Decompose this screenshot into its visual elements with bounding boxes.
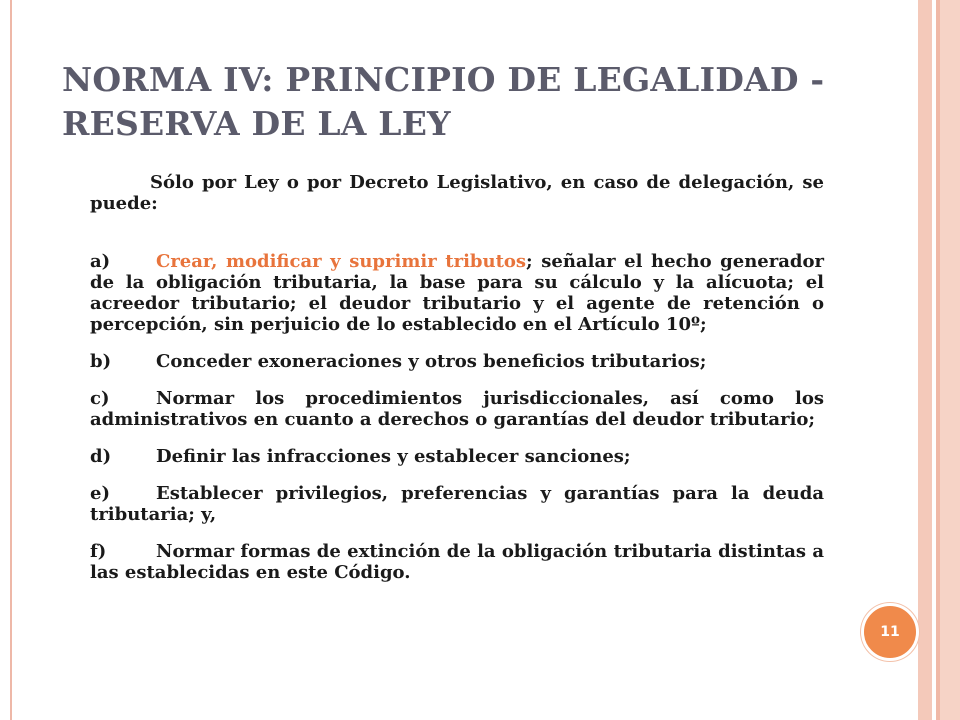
item-label: b) bbox=[90, 351, 112, 372]
item-text: Normar formas de extinción de la obligación tributaria distintas a las establecidas en este Código. bbox=[90, 541, 824, 583]
item-text: Definir las infracciones y establecer sanciones; bbox=[156, 446, 631, 467]
item-text: Conceder exoneraciones y otros beneficios tributarios; bbox=[156, 351, 707, 372]
item-label: d) bbox=[90, 446, 112, 467]
slide-title: NORMA IV: PRINCIPIO DE LEGALIDAD - RESERVA DE LA LEY bbox=[62, 60, 825, 143]
list-item-a bbox=[90, 251, 824, 335]
item-label: e) bbox=[90, 483, 110, 504]
page-number-badge bbox=[861, 603, 919, 661]
list-item-b bbox=[90, 351, 824, 372]
left-border-line bbox=[10, 0, 12, 720]
page-number: 11 bbox=[880, 624, 900, 640]
item-text: ; señalar el hecho generador de la obligación tributaria, la base para su cálculo y la alícuota; el acreedor tributario; el deudor tributario y el agente de retención o percepción, sin perjuicio de lo establecido en el Artículo 10º; bbox=[90, 251, 824, 335]
right-stripe-outer bbox=[940, 0, 960, 720]
highlighted-text: Crear, modificar y suprimir tributos bbox=[156, 251, 527, 272]
list-item-d bbox=[90, 446, 824, 467]
list-item-f bbox=[90, 541, 824, 583]
list-item-c bbox=[90, 388, 824, 430]
item-label: a) bbox=[90, 251, 111, 272]
slide-body bbox=[90, 172, 824, 583]
right-stripe bbox=[918, 0, 932, 720]
item-label: f) bbox=[90, 541, 107, 562]
item-text: Establecer privilegios, preferencias y garantías para la deuda tributaria; y, bbox=[90, 483, 824, 525]
item-label: c) bbox=[90, 388, 110, 409]
item-text: Normar los procedimientos jurisdiccionales, así como los administrativos en cuanto a derechos o garantías del deudor tributario; bbox=[90, 388, 824, 430]
list-item-e bbox=[90, 483, 824, 525]
intro-paragraph: Sólo por Ley o por Decreto Legislativo, en caso de delegación, se puede: bbox=[90, 172, 824, 214]
